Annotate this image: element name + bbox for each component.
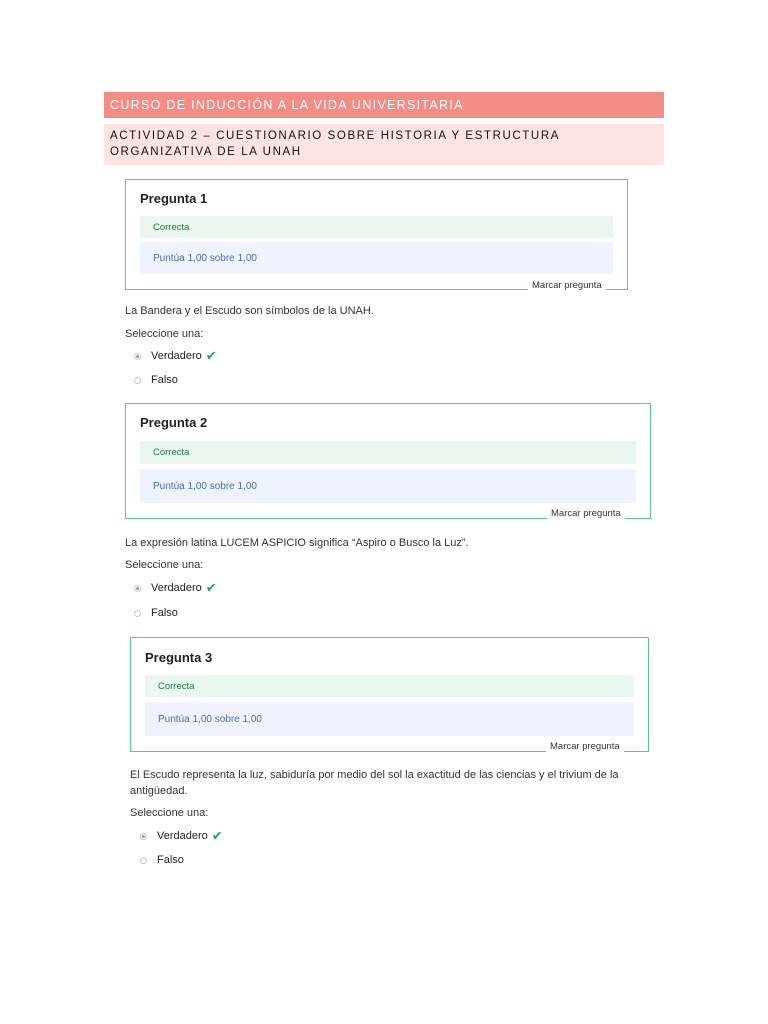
question-card-1 xyxy=(125,179,628,290)
option-true[interactable] xyxy=(134,580,217,596)
question-title: Pregunta 2 xyxy=(140,415,208,430)
option-false[interactable] xyxy=(140,854,184,866)
flag-question-link[interactable]: Marcar pregunta xyxy=(547,508,625,519)
radio-button-icon[interactable] xyxy=(134,377,141,384)
option-true[interactable] xyxy=(140,828,223,844)
flag-question-link[interactable]: Marcar pregunta xyxy=(528,280,606,291)
checkmark-icon: ✔ xyxy=(205,580,217,595)
option-label: Verdadero xyxy=(151,582,202,594)
question-grade: Puntúa 1,00 sobre 1,00 xyxy=(140,469,636,503)
question-title: Pregunta 3 xyxy=(145,650,213,665)
radio-button-icon[interactable] xyxy=(140,857,147,864)
option-label: Verdadero xyxy=(151,350,202,362)
question-title: Pregunta 1 xyxy=(140,191,208,206)
checkmark-icon: ✔ xyxy=(205,348,217,363)
question-text: El Escudo representa la luz, sabiduría por medio del sol la exactitud de las ciencias y el trivium de la antigüedad. xyxy=(130,769,619,797)
question-state: Correcta xyxy=(145,675,634,697)
answer-prompt: Seleccione una: xyxy=(125,559,204,571)
option-label: Verdadero xyxy=(157,830,208,842)
question-state: Correcta xyxy=(140,216,613,238)
option-label: Falso xyxy=(151,607,178,619)
flag-question-link[interactable]: Marcar pregunta xyxy=(546,741,624,752)
radio-button-icon[interactable] xyxy=(134,585,141,592)
option-true[interactable] xyxy=(134,348,217,364)
option-label: Falso xyxy=(157,854,184,866)
radio-button-icon[interactable] xyxy=(140,833,147,840)
answer-prompt: Seleccione una: xyxy=(125,328,204,340)
question-text: La Bandera y el Escudo son símbolos de la UNAH. xyxy=(125,305,374,317)
checkmark-icon: ✔ xyxy=(211,828,223,843)
activity-title: ACTIVIDAD 2 – CUESTIONARIO SOBRE HISTORIA Y ESTRUCTURA ORGANIZATIVA DE LA UNAH xyxy=(104,124,664,165)
question-grade: Puntúa 1,00 sobre 1,00 xyxy=(140,242,613,274)
radio-button-icon[interactable] xyxy=(134,353,141,360)
question-card-2 xyxy=(125,403,651,519)
question-grade: Puntúa 1,00 sobre 1,00 xyxy=(145,702,634,736)
option-false[interactable] xyxy=(134,374,178,386)
answer-prompt: Seleccione una: xyxy=(130,807,209,819)
question-card-3 xyxy=(130,637,649,752)
course-title: CURSO DE INDUCCIÓN A LA VIDA UNIVERSITARIA xyxy=(104,92,664,118)
question-state: Correcta xyxy=(140,441,636,464)
option-false[interactable] xyxy=(134,607,178,619)
option-label: Falso xyxy=(151,374,178,386)
question-text: La expresión latina LUCEM ASPICIO significa “Aspiro o Busco la Luz”. xyxy=(125,537,469,549)
radio-button-icon[interactable] xyxy=(134,610,141,617)
